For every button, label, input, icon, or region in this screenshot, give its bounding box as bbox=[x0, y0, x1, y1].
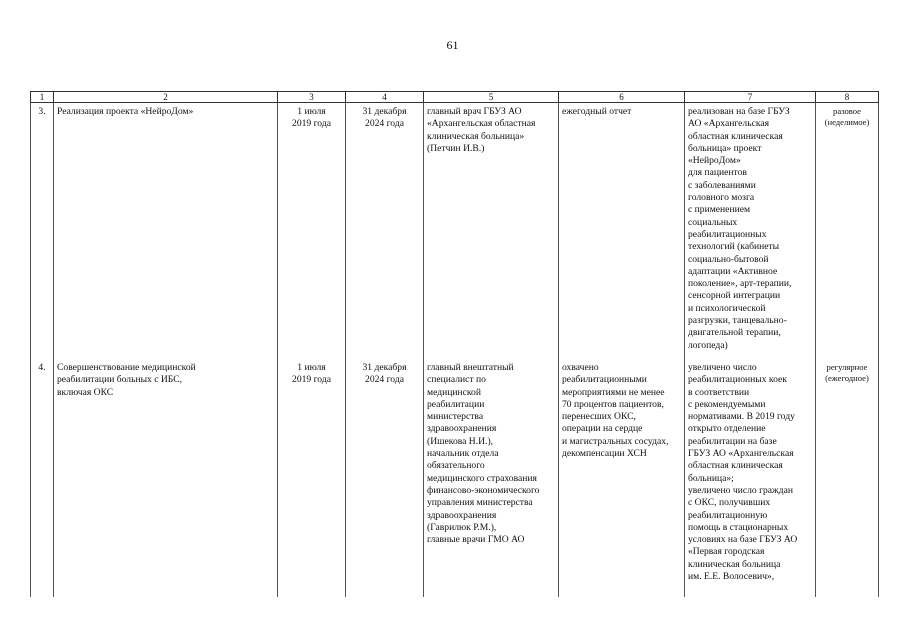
column-number: 1 bbox=[31, 92, 54, 103]
page-number: 61 bbox=[446, 38, 459, 52]
column-number: 4 bbox=[346, 92, 424, 103]
indicator: охвачено реабилитационными мероприятиями не менее 70 процентов пациентов, перенесших ОКС, операции на сердце и магистральных сосудах, декомпенсации ХСН bbox=[559, 359, 685, 597]
start-date: 1 июля 2019 года bbox=[278, 359, 346, 597]
end-date: 31 декабря 2024 года bbox=[346, 103, 424, 360]
indicator: ежегодный отчет bbox=[559, 103, 685, 360]
column-number: 5 bbox=[424, 92, 559, 103]
measure-name: Реализация проекта «НейроДом» bbox=[54, 103, 278, 360]
column-number: 7 bbox=[685, 92, 816, 103]
table-row bbox=[31, 103, 879, 360]
column-number: 6 bbox=[559, 92, 685, 103]
measure-type: регулярное (ежегодное) bbox=[816, 359, 879, 597]
result: увеличено число реабилитационных коек в соответствии с рекомендуемыми нормативами. В 2019 году открыто отделение реабилитации на базе ГБУЗ АО «Архангельская областная клиническая больница»; увеличено число граждан с ОКС, получивших реабилитационную помощь в стационарных условиях на базе ГБУЗ АО «Первая городская клиническая больница им. Е.Е. Волосевич», bbox=[685, 359, 816, 597]
column-number: 3 bbox=[278, 92, 346, 103]
column-number: 8 bbox=[816, 92, 879, 103]
responsible: главный врач ГБУЗ АО «Архангельская областная клиническая больница» (Петчин И.В.) bbox=[424, 103, 559, 360]
column-number-row bbox=[31, 92, 879, 103]
row-number: 4. bbox=[31, 359, 54, 597]
measure-name: Совершенствование медицинской реабилитации больных с ИБС, включая ОКС bbox=[54, 359, 278, 597]
measure-type: разовое (неделимое) bbox=[816, 103, 879, 360]
measures-table bbox=[30, 91, 879, 597]
start-date: 1 июля 2019 года bbox=[278, 103, 346, 360]
row-number: 3. bbox=[31, 103, 54, 360]
table-row bbox=[31, 359, 879, 597]
column-number: 2 bbox=[54, 92, 278, 103]
end-date: 31 декабря 2024 года bbox=[346, 359, 424, 597]
result: реализован на базе ГБУЗ АО «Архангельская областная клиническая больница» проект «НейроДом» для пациентов с заболеваниями головного мозга с применением социальных реабилитационных технологий (кабинеты социально-бытовой адаптации «Активное поколение», арт-терапии, сенсорной интеграции и психологической разгрузки, танцевально- двигательной терапии, логопеда) bbox=[685, 103, 816, 360]
responsible: главный внештатный специалист по медицинской реабилитации министерства здравоохранения (Ишекова Н.И.), начальник отдела обязательного медицинского страхования финансово-экономического управления министерства здравоохранения (Гаврилюк Р.М.), главные врачи ГМО АО bbox=[424, 359, 559, 597]
